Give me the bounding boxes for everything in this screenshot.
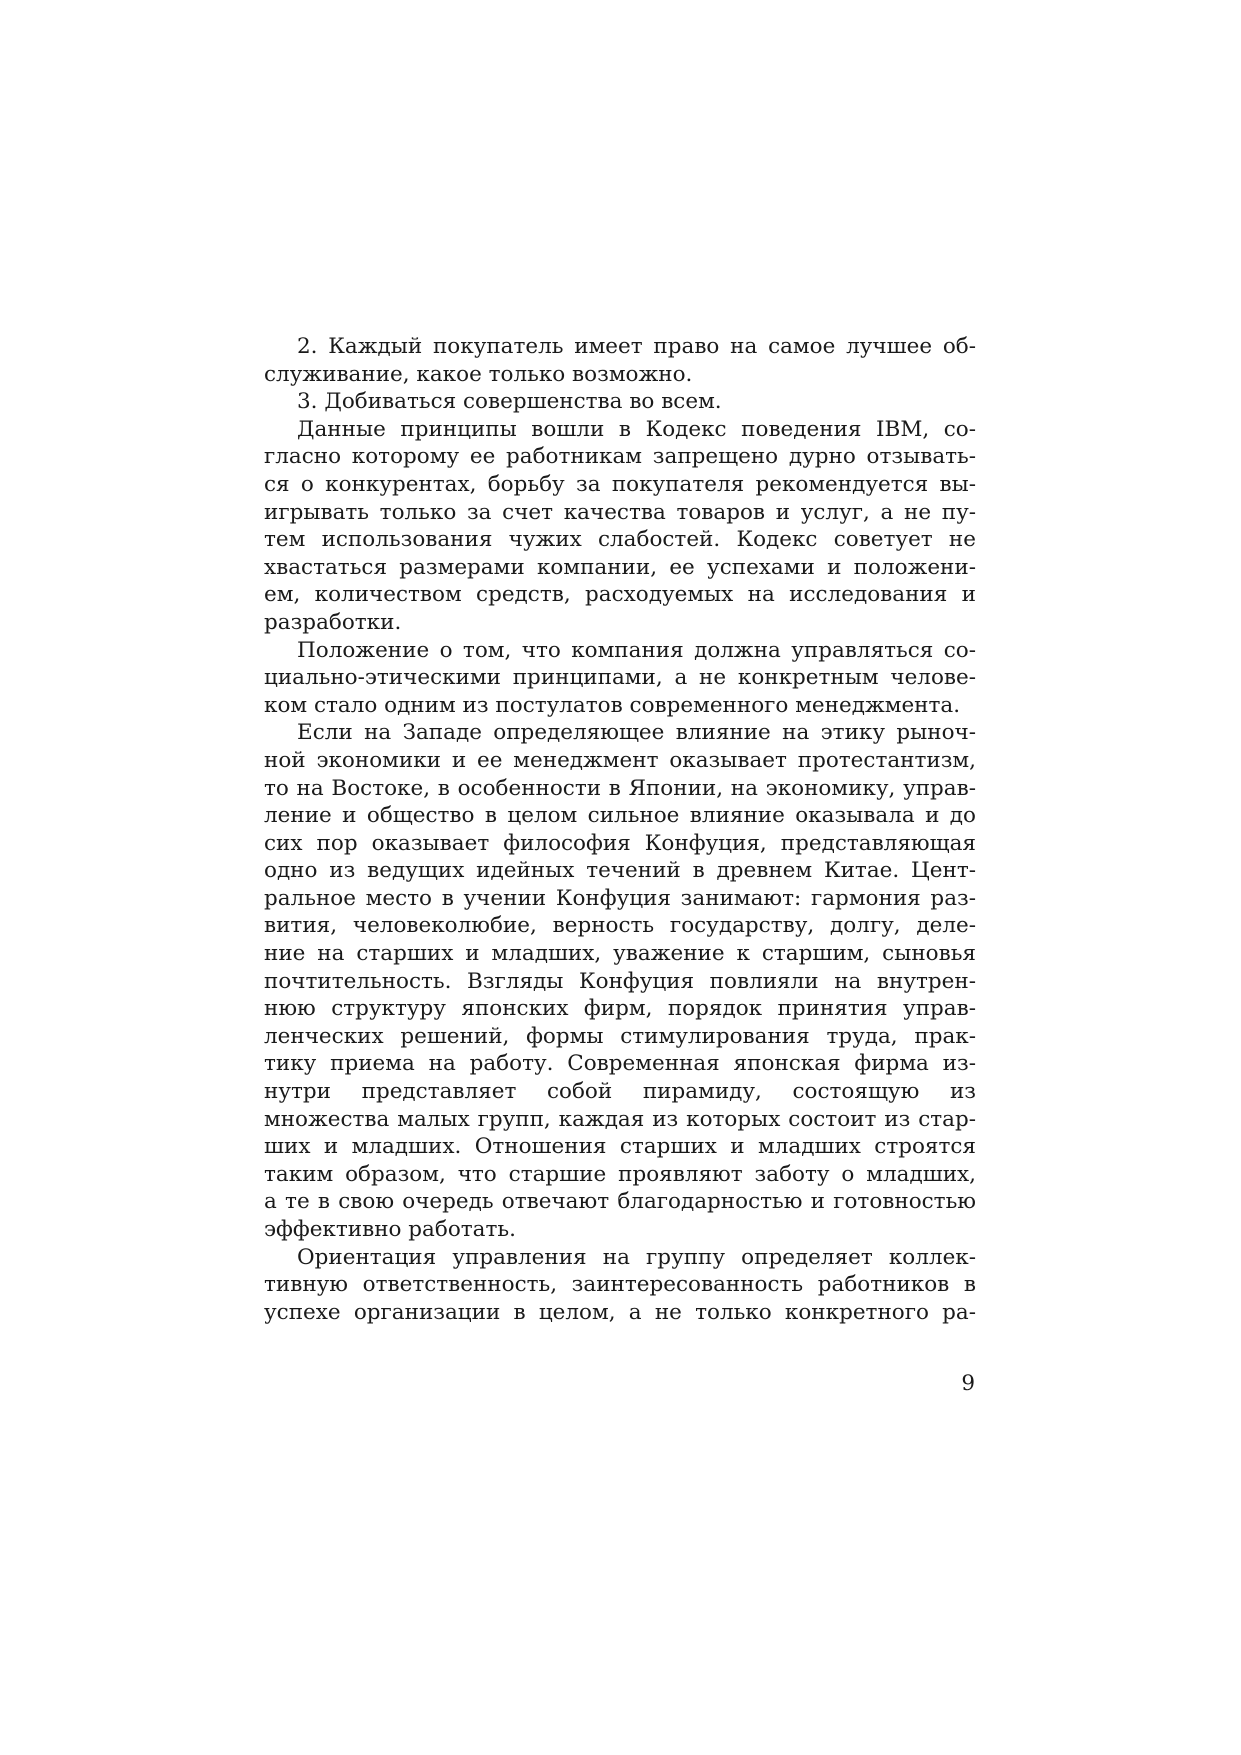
text-line: ление и общество в целом сильное влияние оказывала и до: [264, 803, 976, 829]
page-number: 9: [961, 1371, 975, 1396]
text-line: ся о конкурентах, борьбу за покупателя рекомендуется вы-: [264, 471, 976, 497]
text-line: служивание, какое только возможно.: [264, 361, 693, 387]
text-line: почтительность. Взгляды Конфуция повлияли на внутрен-: [264, 968, 976, 994]
text-line: разработки.: [264, 609, 402, 635]
page-text-block: [264, 333, 976, 1326]
text-line: успехе организации в целом, а не только конкретного ра-: [264, 1299, 976, 1325]
text-line: ем, количеством средств, расходуемых на исследования и: [264, 582, 976, 608]
text-line: ком стало одним из постулатов современного менеджмента.: [264, 692, 961, 718]
text-line: множества малых групп, каждая из которых состоит из стар-: [264, 1106, 976, 1132]
text-line: ной экономики и ее менеджмент оказывает протестантизм,: [264, 747, 976, 773]
text-line: Положение о том, что компания должна управляться со-: [297, 637, 976, 663]
text-line: нутри представляет собой пирамиду, состоящую из: [264, 1079, 976, 1105]
text-line: Данные принципы вошли в Кодекс поведения IBM, со-: [297, 416, 976, 442]
text-line: эффективно работать.: [264, 1217, 516, 1242]
text-line: ние на старших и младших, уважение к старшим, сыновья: [264, 941, 976, 967]
text-line: хвастаться размерами компании, ее успехами и положени-: [264, 554, 976, 580]
text-line: таким образом, что старшие проявляют заботу о младших,: [264, 1161, 976, 1187]
text-line: нюю структуру японских фирм, порядок принятия управ-: [264, 996, 976, 1022]
text-line: тику приема на работу. Современная японская фирма из-: [264, 1051, 976, 1077]
text-line: 2. Каждый покупатель имеет право на самое лучшее об-: [297, 334, 976, 359]
text-line: сих пор оказывает философия Конфуция, представляющая: [264, 830, 976, 856]
text-line: то на Востоке, в особенности в Японии, на экономику, управ-: [264, 775, 976, 801]
text-line: Если на Западе определяющее влияние на этику рыноч-: [297, 720, 976, 746]
text-line: ленческих решений, формы стимулирования труда, прак-: [264, 1023, 976, 1049]
text-line: 3. Добиваться совершенства во всем.: [297, 389, 722, 415]
text-line: гласно которому ее работникам запрещено дурно отзывать-: [264, 444, 976, 470]
text-line: а те в свою очередь отвечают благодарностью и готовностью: [264, 1189, 976, 1215]
text-line: тивную ответственность, заинтересованность работников в: [264, 1272, 976, 1298]
text-line: ших и младших. Отношения старших и младших строятся: [264, 1134, 976, 1160]
text-line: вития, человеколюбие, верность государству, долгу, деле-: [264, 913, 976, 939]
text-line: циально-этическими принципами, а не конкретным челове-: [264, 665, 976, 691]
text-line: Ориентация управления на группу определяет коллек-: [297, 1244, 976, 1270]
text-line: тем использования чужих слабостей. Кодекс советует не: [264, 527, 976, 553]
text-line: ральное место в учении Конфуция занимают: гармония раз-: [264, 885, 976, 911]
text-line: игрывать только за счет качества товаров и услуг, а не пу-: [264, 499, 976, 525]
text-line: одно из ведущих идейных течений в древнем Китае. Цент-: [264, 858, 976, 884]
